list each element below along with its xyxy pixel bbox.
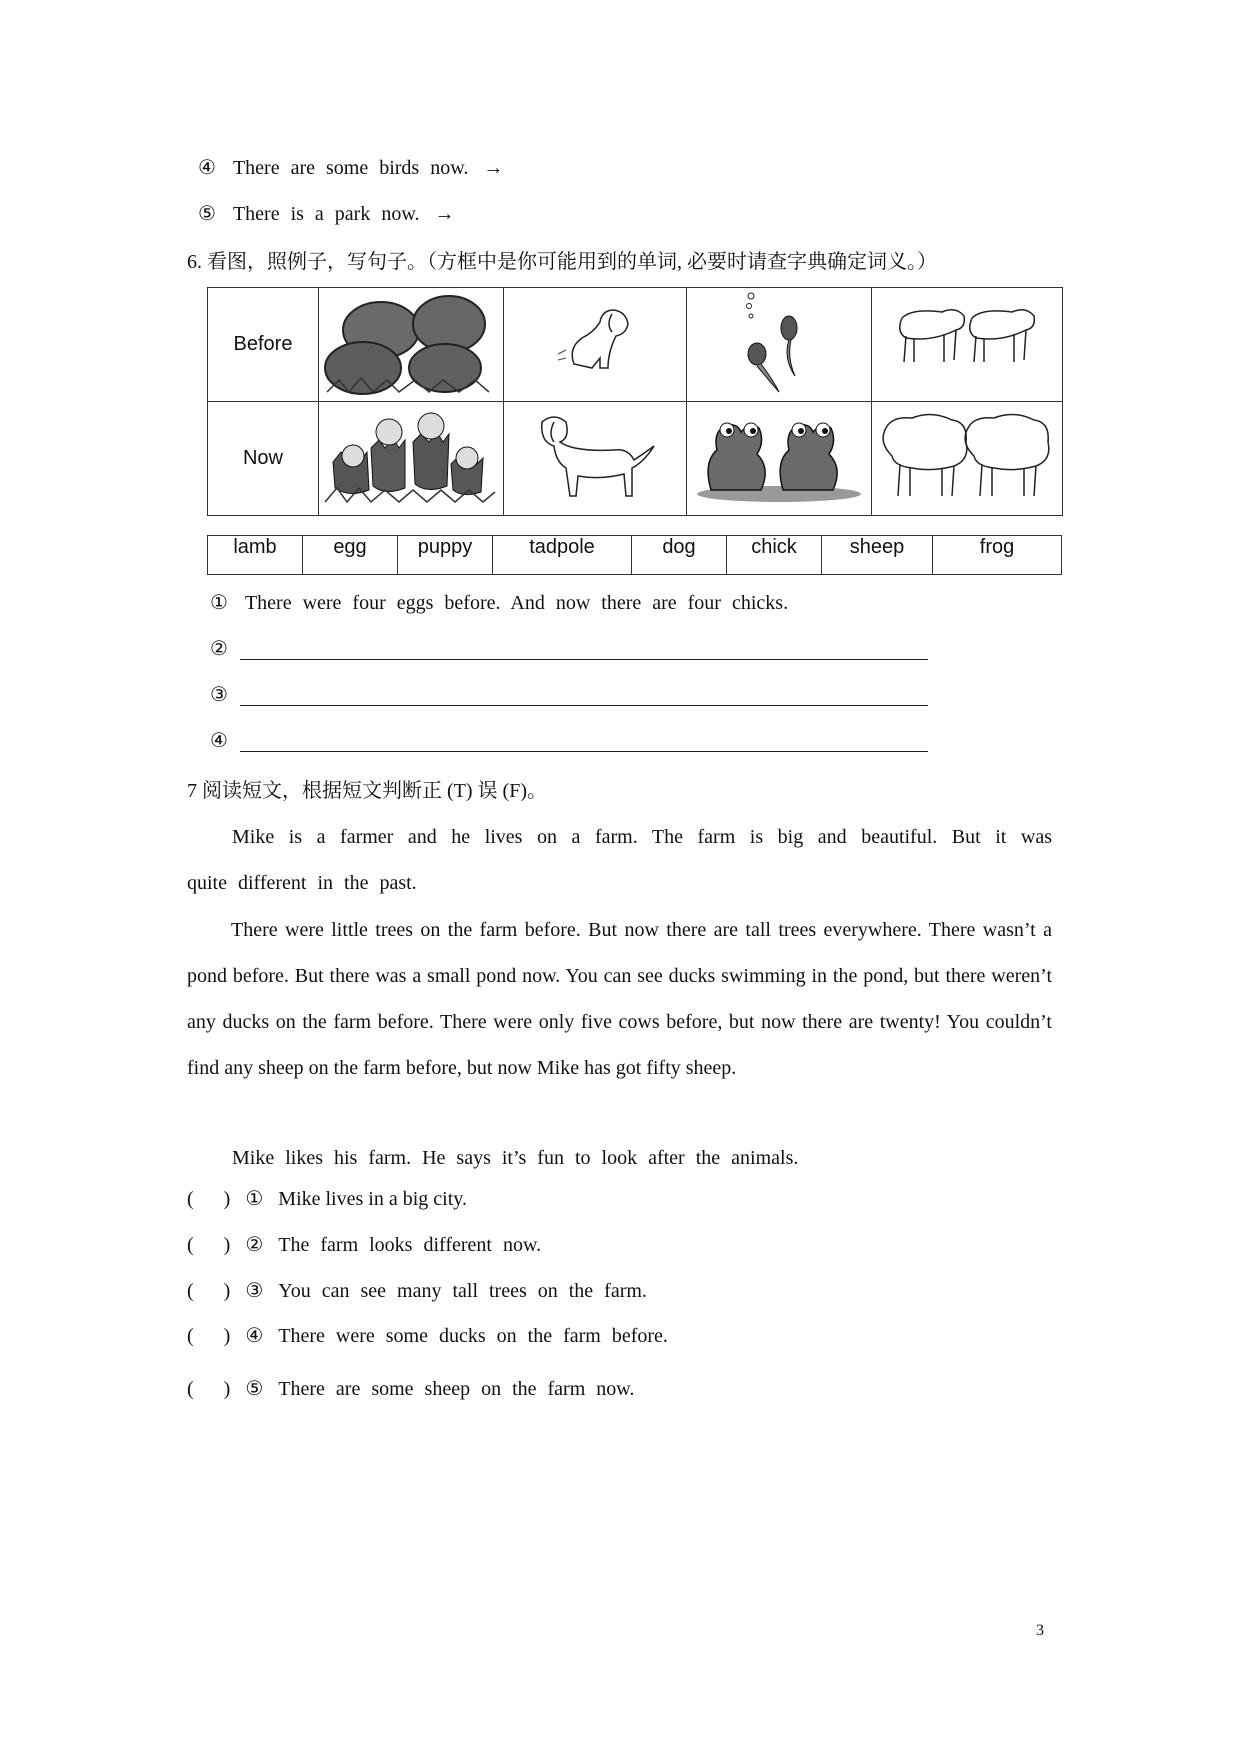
blank-number: ③ bbox=[210, 684, 228, 706]
blank-number: ④ bbox=[210, 730, 228, 752]
statement: You can see many tall trees on the farm. bbox=[278, 1280, 647, 1302]
paren-open: ( bbox=[187, 1234, 194, 1256]
statement: Mike lives in a big city. bbox=[278, 1188, 467, 1210]
passage-para3: Mike likes his farm. He says it’s fun to look after the animals. bbox=[232, 1147, 799, 1169]
chicks-image bbox=[319, 402, 504, 516]
item-number: ⑤ bbox=[198, 203, 216, 225]
paren-close: ) bbox=[223, 1378, 231, 1400]
page-number: 3 bbox=[1036, 1622, 1044, 1639]
para2-text: There were little trees on the farm before. But now there are tall trees everywhere. There wasn’t a pond before. But there was a small pond now. You can see ducks swimming in the pond, but there weren’t any ducks on the farm before. There were only five cows before, but now there are twenty! You couldn’t find any sheep on the farm before, but now Mike has got fifty sheep. bbox=[187, 919, 1052, 1079]
answer-line-2[interactable] bbox=[240, 659, 928, 660]
item-number: ④ bbox=[245, 1325, 264, 1347]
word-lamb: lamb bbox=[208, 536, 303, 575]
item-number: ① bbox=[245, 1188, 264, 1210]
blank-number: ② bbox=[210, 638, 228, 660]
word-dog: dog bbox=[632, 536, 727, 575]
passage-para1-line1: Mike is a farmer and he lives on a farm. The farm is big and beautiful. But it was bbox=[232, 826, 1052, 848]
arrow-icon: → bbox=[434, 203, 455, 225]
word-sheep: sheep bbox=[822, 536, 933, 575]
paren-open: ( bbox=[187, 1325, 194, 1347]
word-egg: egg bbox=[303, 536, 398, 575]
tf-item-4 bbox=[187, 1323, 668, 1348]
paren-close: ) bbox=[223, 1234, 231, 1256]
statement: The farm looks different now. bbox=[278, 1234, 542, 1256]
tf-item-1 bbox=[187, 1186, 467, 1211]
item-number: ② bbox=[245, 1234, 264, 1256]
picture-table bbox=[207, 287, 1063, 516]
paren-close: ) bbox=[223, 1188, 231, 1210]
paren-open: ( bbox=[187, 1280, 194, 1302]
arrow-icon: → bbox=[483, 157, 504, 179]
word-tadpole: tadpole bbox=[493, 536, 632, 575]
tf-item-2 bbox=[187, 1232, 541, 1257]
item-text: There is a park now. bbox=[232, 203, 420, 225]
paren-close: ) bbox=[223, 1280, 231, 1302]
q6-title: 6. 看图，照例子，写句子。（方框中是你可能用到的单词, 必要时请查字典确定词义。） bbox=[187, 251, 937, 273]
statement: There are some sheep on the farm now. bbox=[278, 1378, 635, 1400]
answer-line-4[interactable] bbox=[240, 751, 928, 752]
statement: There were some ducks on the farm before. bbox=[278, 1325, 668, 1347]
passage-para1-line2: quite different in the past. bbox=[187, 872, 417, 894]
word-frog: frog bbox=[933, 536, 1062, 575]
prev-item-5 bbox=[198, 201, 454, 226]
answer-line-3[interactable] bbox=[240, 705, 928, 706]
item-number: ① bbox=[210, 592, 228, 614]
tf-item-3 bbox=[187, 1278, 647, 1303]
eggs-image bbox=[319, 288, 504, 402]
paren-open: ( bbox=[187, 1378, 194, 1400]
item-number: ④ bbox=[198, 157, 216, 179]
lambs-image bbox=[872, 288, 1063, 402]
item-text: There are some birds now. bbox=[232, 157, 469, 179]
q7-title: 7 阅读短文，根据短文判断正 (T) 误 (F)。 bbox=[187, 780, 547, 802]
q6-example bbox=[210, 590, 788, 615]
word-puppy: puppy bbox=[398, 536, 493, 575]
puppy-image bbox=[504, 288, 687, 402]
sheep-image bbox=[872, 402, 1063, 516]
tf-item-5 bbox=[187, 1376, 634, 1401]
paren-close: ) bbox=[223, 1325, 231, 1347]
item-number: ⑤ bbox=[245, 1378, 264, 1400]
example-sentence: There were four eggs before. And now there are four chicks. bbox=[244, 592, 789, 614]
row-label-now: Now bbox=[208, 402, 319, 516]
word-bank bbox=[207, 535, 1062, 575]
tadpoles-image bbox=[687, 288, 872, 402]
prev-item-4 bbox=[198, 155, 503, 180]
frogs-image bbox=[687, 402, 872, 516]
paren-open: ( bbox=[187, 1188, 194, 1210]
item-number: ③ bbox=[245, 1280, 264, 1302]
word-chick: chick bbox=[727, 536, 822, 575]
row-label-before: Before bbox=[208, 288, 319, 402]
passage-para2 bbox=[187, 907, 1052, 1091]
dog-image bbox=[504, 402, 687, 516]
